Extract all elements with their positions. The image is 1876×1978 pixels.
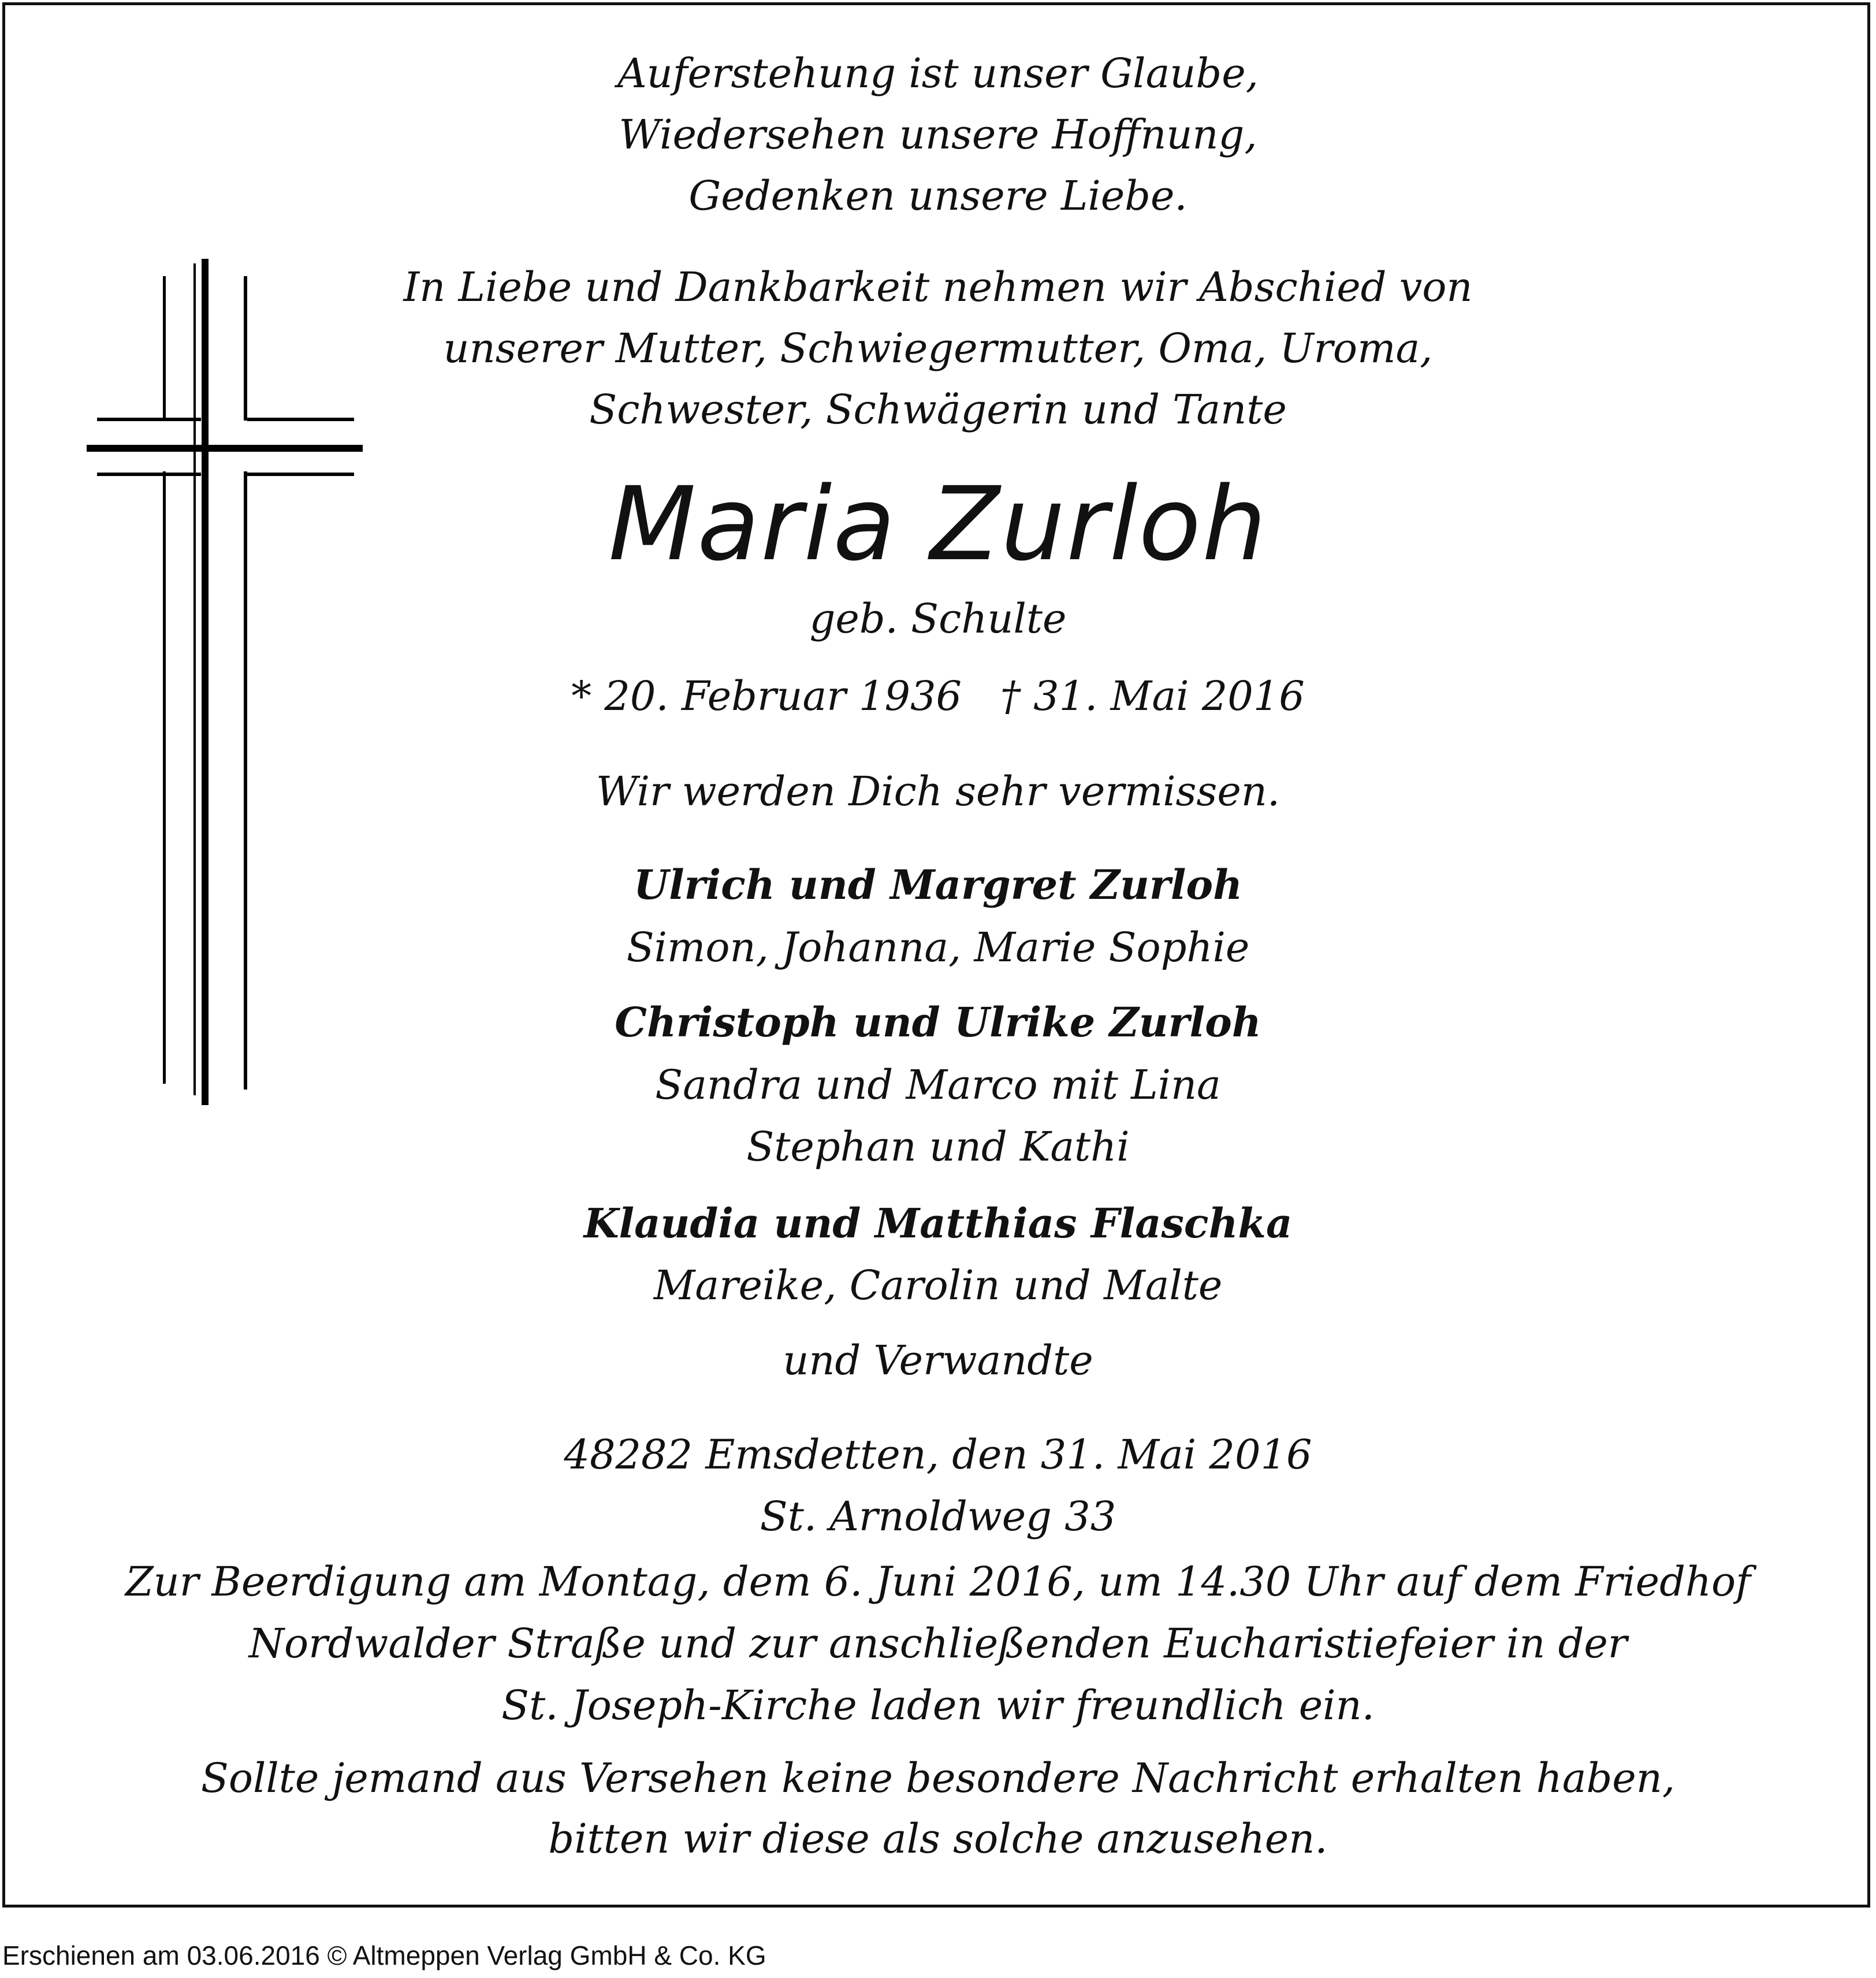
family-2-members-1: Sandra und Marco mit Lina [655, 1061, 1221, 1109]
funeral-line-3: St. Joseph-Kirche laden wir freundlich ein. [501, 1682, 1375, 1729]
verse-line-1: Auferstehung ist unser Glaube, [617, 50, 1259, 97]
family-2-members-2: Stephan und Kathi [746, 1123, 1130, 1170]
family-1-heads: Ulrich und Margret Zurloh [634, 861, 1242, 909]
intro-line-3: Schwester, Schwägerin und Tante [589, 386, 1287, 433]
intro-line-2: unserer Mutter, Schwiegermutter, Oma, Uroma, [443, 325, 1433, 372]
notice-line-2: bitten wir diese als solche anzusehen. [548, 1815, 1328, 1862]
deceased-name: Maria Zurloh [608, 465, 1268, 583]
verse-line-3: Gedenken unsere Liebe. [688, 172, 1188, 220]
maiden-name: geb. Schulte [809, 595, 1067, 642]
address-line-1: 48282 Emsdetten, den 31. Mai 2016 [564, 1431, 1312, 1478]
family-3-heads: Klaudia und Matthias Flaschka [583, 1199, 1293, 1247]
funeral-line-2: Nordwalder Straße und zur anschließenden Eucharistiefeier in der [248, 1620, 1628, 1667]
intro-line-1: In Liebe und Dankbarkeit nehmen wir Abschied von [403, 263, 1473, 311]
family-1-members: Simon, Johanna, Marie Sophie [626, 924, 1250, 971]
relatives-text: und Verwandte [783, 1337, 1093, 1384]
funeral-line-1: Zur Beerdigung am Montag, dem 6. Juni 2016, um 14.30 Uhr auf dem Friedhof [125, 1558, 1751, 1605]
farewell-text: Wir werden Dich sehr vermissen. [595, 768, 1281, 815]
family-3-members: Mareike, Carolin und Malte [653, 1262, 1223, 1309]
notice-line-1: Sollte jemand aus Versehen keine besondere Nachricht erhalten haben, [200, 1754, 1676, 1802]
family-2-heads: Christoph und Ulrike Zurloh [615, 998, 1261, 1046]
verse-line-2: Wiedersehen unsere Hoffnung, [619, 111, 1257, 158]
address-line-2: St. Arnoldweg 33 [760, 1493, 1116, 1540]
publication-footer: Erschienen am 03.06.2016 © Altmeppen Verlag GmbH & Co. KG [2, 1940, 766, 1970]
life-dates: * 20. Februar 1936 † 31. Mai 2016 [571, 672, 1305, 720]
